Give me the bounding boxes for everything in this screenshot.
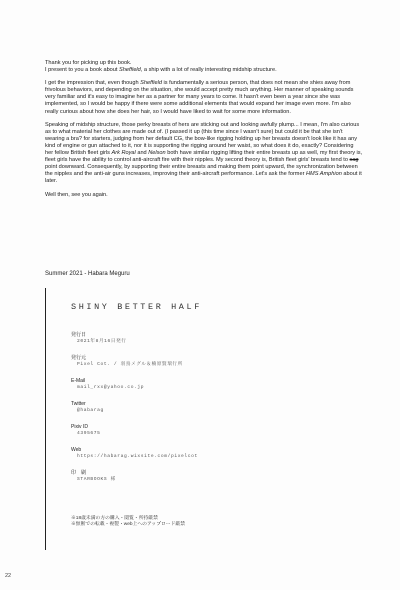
- colophon-value: 4395675: [77, 430, 101, 436]
- intro-text: I present to you a book about: [45, 67, 120, 74]
- colophon-label: Web: [71, 447, 82, 453]
- colophon-label: 発行日: [71, 332, 87, 338]
- colophon-value: https://habarag.wixsite.com/pixelcot: [77, 453, 198, 459]
- afterword-text: [45, 60, 363, 205]
- colophon: [45, 288, 364, 550]
- colophon-notes: [71, 516, 185, 529]
- p3-text: Speaking of midship structure, those perky breasts of hers are sticking out and looking awfully plump... I mean, I'm also curious as to what material her clothes are made out of. (I passed it up (this time since I wasn't sure) but could it be that she isn't wearing a bra? for starters, judging from her default CG, the bow-like rigging holding up her breasts doesn't look like it has any kind of engine or gun attached to it, nor it is supporting the rigging around her waist, so what does it do, exactly? Considering her fellow British fleet girls: [45, 121, 360, 157]
- p3-text-cont2: point downward. Consequently, by supporting their entire breasts and making them point upward, the synchronization between the nipples and the anti-air guns increases, improving their anti-aircraft performance. Let's ask the former: [45, 164, 358, 178]
- p3-text-cont: both have similar rigging lifting their entire breasts up as well, my first theory is, fleet girls have the ability to control anti-aircraft fire with their nipples. My second theory is, British fleet girls' breasts tend to: [45, 150, 363, 164]
- colophon-label: 発行元: [71, 355, 87, 361]
- reproduction-note: ※無断での転載・複製・web上へのアップロード厳禁: [71, 522, 185, 528]
- colophon-item: [71, 378, 144, 391]
- p3-text-and: and: [135, 150, 149, 157]
- colophon-item: [71, 401, 104, 414]
- colophon-label: Pixiv ID: [71, 424, 88, 430]
- struck-word: sag: [349, 157, 359, 164]
- colophon-value: Pixel Cot. / 羽鳥メグル＆楠原賢瑞行所: [77, 361, 183, 367]
- ship-name: Sheffield: [140, 80, 162, 87]
- afterword-paragraph-3: [45, 122, 363, 186]
- colophon-value: mail_rxx@yahoo.co.jp: [77, 384, 145, 390]
- thanks-line: Thank you for picking up this book.: [45, 60, 132, 66]
- page-number: 22: [5, 573, 12, 579]
- ship-name: Sheffield: [119, 67, 141, 74]
- colophon-label: E-Mail: [71, 378, 86, 384]
- colophon-label: 印 刷: [71, 470, 87, 476]
- ship-name: Ark Royal: [111, 150, 136, 157]
- colophon-label: Twitter: [71, 401, 86, 407]
- colophon-item: [71, 332, 126, 345]
- ship-name: Nelson: [148, 150, 166, 157]
- p2-text: I get the impression that, even though: [45, 80, 141, 87]
- p3-text-end: about it later.: [45, 171, 362, 185]
- colophon-value: STARBOOKS 様: [77, 476, 116, 482]
- ship-name: HMS Amphion: [306, 171, 342, 178]
- colophon-item: [71, 447, 198, 460]
- intro-text-cont: , a ship with a lot of really interesting midship structure.: [140, 67, 277, 74]
- afterword-paragraph-4: Well then, see you again.: [45, 191, 108, 198]
- afterword-paragraph-1: [45, 60, 363, 74]
- afterword-paragraph-2: [45, 80, 363, 115]
- signature: Summer 2021 - Habara Meguru: [45, 271, 130, 277]
- p2-text-cont: is fundamentally a serious person, that does not mean she shies away from frivolous behaviors, and depending on the situation, she would accept pretty much anything. Her manner of speaking sounds very familiar and it's easy to imagine her as a partner for many years to come. It hasn't even been a year since she was implemented, so I would be happy if there were some additional elements that would expand her image even more. I'm also really curious about how she does her hair, so I would have liked to wait for some more information.: [45, 80, 354, 115]
- colophon-title: SHINY BETTER HALF: [71, 302, 202, 312]
- colophon-value: @habarag: [77, 407, 104, 413]
- colophon-item: [71, 424, 101, 437]
- colophon-item: [71, 355, 183, 368]
- colophon-value: 2021年8月16日発行: [77, 338, 127, 344]
- age-restriction-note: ※18歳未満の方の購入・閲覧・所持厳禁: [71, 516, 158, 521]
- colophon-item: [71, 470, 116, 483]
